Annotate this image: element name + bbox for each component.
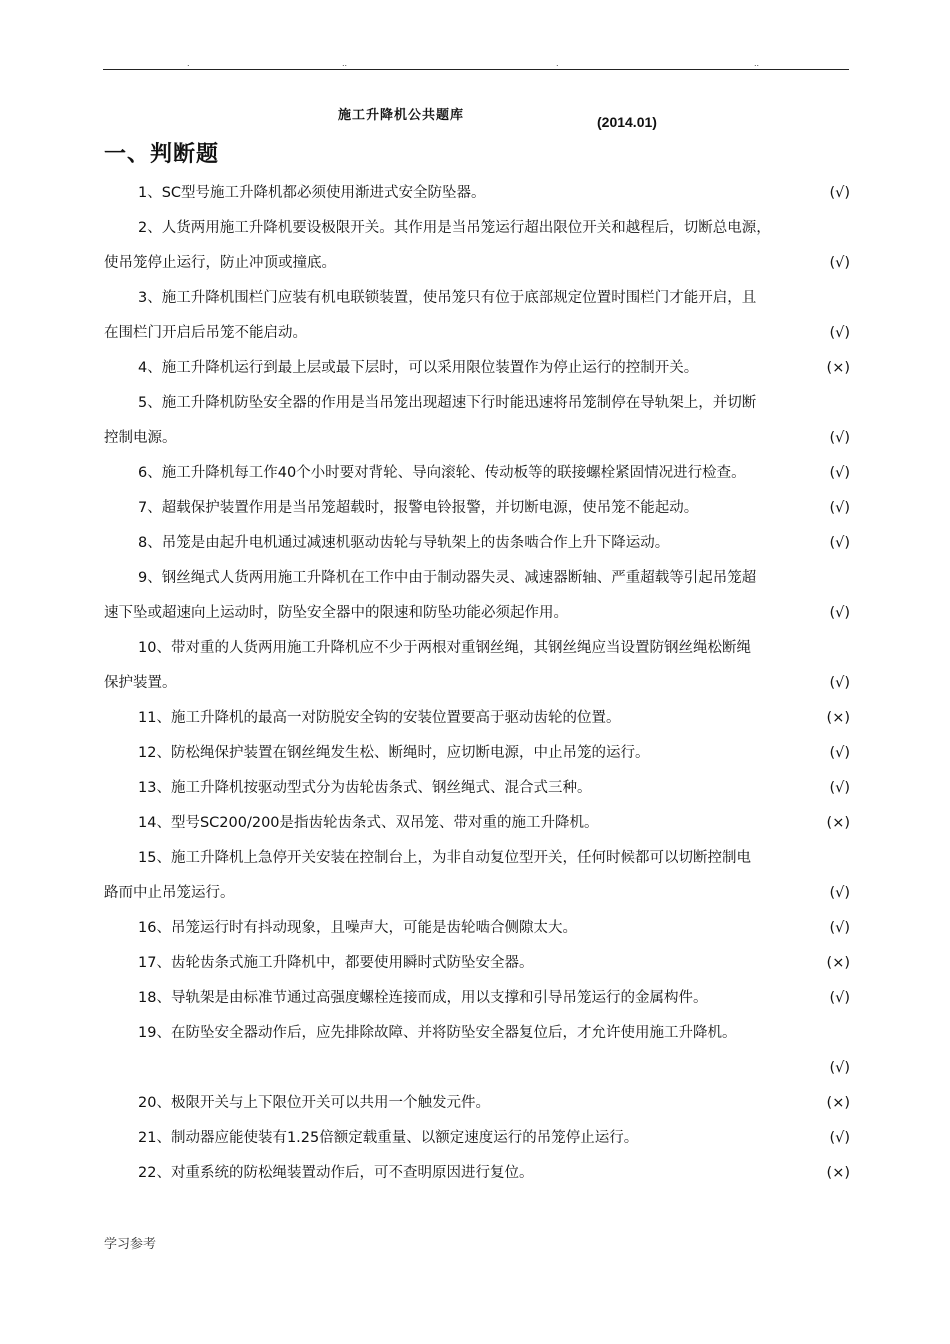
document-date: (2014.01) xyxy=(597,114,657,130)
question-text-continued: 控制电源。 xyxy=(104,430,177,446)
question-text: 6、施工升降机每工作40个小时要对背轮、导向滚轮、传动板等的联接螺栓紧固情况进行检查。 xyxy=(138,465,746,481)
header-dot: .. xyxy=(342,59,348,68)
question-text: 12、防松绳保护装置在钢丝绳发生松、断绳时，应切断电源，中止吊笼的运行。 xyxy=(138,745,650,761)
question-text: 11、施工升降机的最高一对防脱安全钩的安装位置要高于驱动齿轮的位置。 xyxy=(138,710,621,726)
question-text: 15、施工升降机上急停开关安装在控制台上，为非自动复位型开关，任何时候都可以切断控制电 xyxy=(138,850,751,866)
question-answer: (√) xyxy=(829,500,850,516)
question-text-continued: 路而中止吊笼运行。 xyxy=(104,885,235,901)
question-answer: (√) xyxy=(829,1130,850,1146)
question-text: 8、吊笼是由起升电机通过减速机驱动齿轮与导轨架上的齿条啮合作上升下降运动。 xyxy=(138,535,670,551)
header-dot: . xyxy=(556,59,559,68)
question-answer: (√) xyxy=(829,535,850,551)
question-text: 18、导轨架是由标准节通过高强度螺栓连接而成，用以支撑和引导吊笼运行的金属构件。 xyxy=(138,990,708,1006)
question-answer: (×) xyxy=(826,955,850,971)
question-answer: (×) xyxy=(826,1165,850,1181)
header-dot: .. xyxy=(754,59,760,68)
question-answer: (√) xyxy=(829,920,850,936)
question-answer: (×) xyxy=(826,360,850,376)
question-answer: (√) xyxy=(829,675,850,691)
question-answer: (√) xyxy=(829,780,850,796)
question-answer: (×) xyxy=(826,710,850,726)
question-answer: (√) xyxy=(829,1060,850,1076)
question-text-continued: 速下坠或超速向上运动时，防坠安全器中的限速和防坠功能必须起作用。 xyxy=(104,605,568,621)
question-text-continued: 使吊笼停止运行，防止冲顶或撞底。 xyxy=(104,255,336,271)
question-text: 21、制动器应能使装有1.25倍额定载重量、以额定速度运行的吊笼停止运行。 xyxy=(138,1130,639,1146)
document-title: 施工升降机公共题库 xyxy=(338,108,465,123)
question-answer: (√) xyxy=(829,185,850,201)
header-rule xyxy=(103,69,849,70)
question-answer: (√) xyxy=(829,605,850,621)
question-text: 16、吊笼运行时有抖动现象，且噪声大，可能是齿轮啮合侧隙太大。 xyxy=(138,920,577,936)
question-text: 1、SC型号施工升降机都必须使用渐进式安全防坠器。 xyxy=(138,185,486,201)
question-answer: (√) xyxy=(829,990,850,1006)
question-answer: (√) xyxy=(829,745,850,761)
question-text: 2、人货两用施工升降机要设极限开关。其作用是当吊笼运行超出限位开关和越程后，切断总电源， xyxy=(138,220,771,236)
question-answer: (√) xyxy=(829,255,850,271)
question-text-continued: 在围栏门开启后吊笼不能启动。 xyxy=(104,325,307,341)
question-text: 17、齿轮齿条式施工升降机中，都要使用瞬时式防坠安全器。 xyxy=(138,955,534,971)
question-text: 13、施工升降机按驱动型式分为齿轮齿条式、钢丝绳式、混合式三种。 xyxy=(138,780,592,796)
question-text: 3、施工升降机围栏门应装有机电联锁装置，使吊笼只有位于底部规定位置时围栏门才能开启，且 xyxy=(138,290,757,306)
question-text: 20、极限开关与上下限位开关可以共用一个触发元件。 xyxy=(138,1095,490,1111)
question-answer: (√) xyxy=(829,885,850,901)
question-text: 14、型号SC200/200是指齿轮齿条式、双吊笼、带对重的施工升降机。 xyxy=(138,815,599,831)
question-answer: (√) xyxy=(829,430,850,446)
question-text: 9、钢丝绳式人货两用施工升降机在工作中由于制动器失灵、减速器断轴、严重超载等引起吊笼超 xyxy=(138,570,757,586)
question-text: 19、在防坠安全器动作后，应先排除故障、并将防坠安全器复位后，才允许使用施工升降机。 xyxy=(138,1025,737,1041)
question-answer: (×) xyxy=(826,1095,850,1111)
footer-text: 学习参考 xyxy=(104,1237,157,1252)
question-answer: (√) xyxy=(829,325,850,341)
question-text: 22、对重系统的防松绳装置动作后，可不查明原因进行复位。 xyxy=(138,1165,534,1181)
question-answer: (√) xyxy=(829,465,850,481)
question-text: 10、带对重的人货两用施工升降机应不少于两根对重钢丝绳，其钢丝绳应当设置防钢丝绳松断绳 xyxy=(138,640,751,656)
section-heading: 一、判断题 xyxy=(104,142,220,167)
question-text: 4、施工升降机运行到最上层或最下层时，可以采用限位装置作为停止运行的控制开关。 xyxy=(138,360,699,376)
question-text-continued: 保护装置。 xyxy=(104,675,177,691)
question-text: 7、超载保护装置作用是当吊笼超载时，报警电铃报警，并切断电源，使吊笼不能起动。 xyxy=(138,500,699,516)
question-text: 5、施工升降机防坠安全器的作用是当吊笼出现超速下行时能迅速将吊笼制停在导轨架上，并切断 xyxy=(138,395,757,411)
question-answer: (×) xyxy=(826,815,850,831)
header-dot: . xyxy=(187,59,190,68)
